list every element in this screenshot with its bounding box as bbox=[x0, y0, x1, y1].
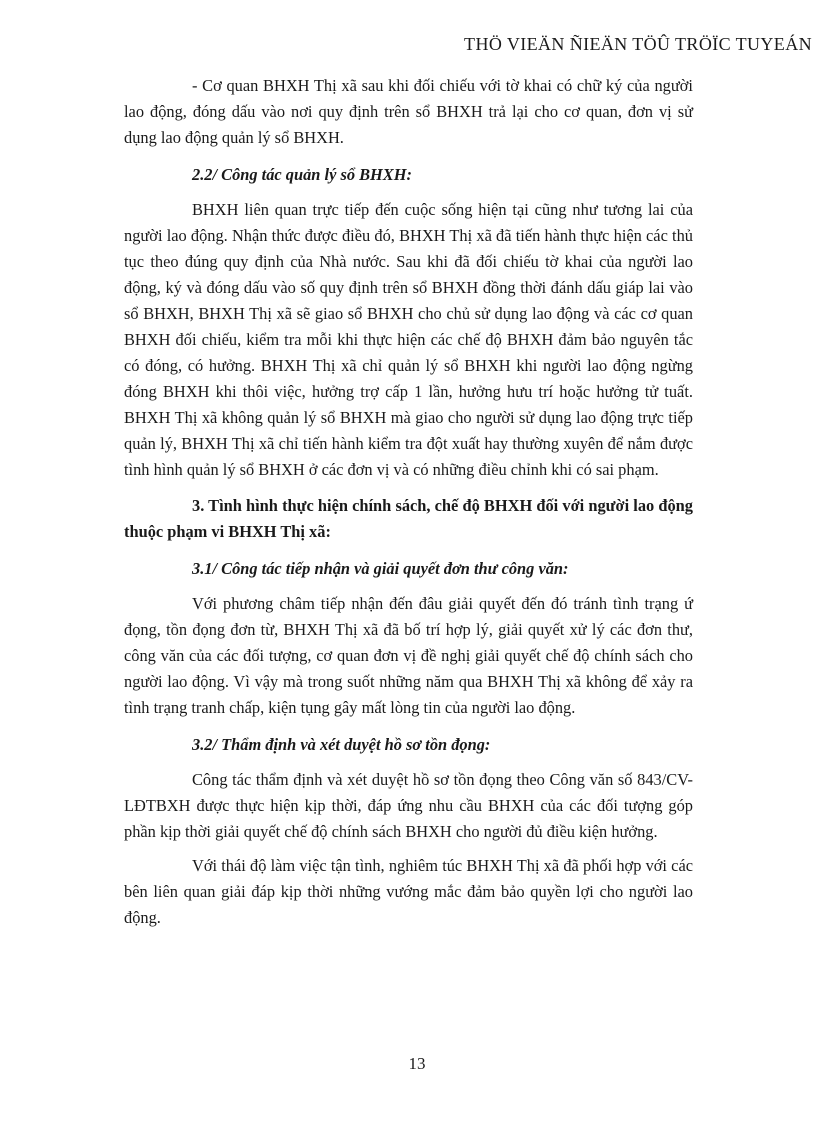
page-header: THÖ VIEÄN ÑIEÄN TÖÛ TRÖÏC TUYEÁN bbox=[464, 34, 812, 54]
heading-3-1: 3.1/ Công tác tiếp nhận và giải quyết đơn thư công văn: bbox=[192, 559, 569, 578]
paragraph-book-management: BHXH liên quan trực tiếp đến cuộc sống hiện tại cũng như tương lai của người lao động. Nhận thức được điều đó, BHXH Thị xã đã tiến hành thực hiện các thủ tục theo đúng quy định của Nhà nước. Sau khi đã đối chiếu tờ khai của người lao động, ký và đóng dấu vào số quy định trên sổ BHXH đồng thời đánh dấu giáp lai vào sổ BHXH, BHXH Thị xã sẽ giao sổ BHXH cho chủ sử dụng lao động và các cơ quan BHXH đối chiếu, kiểm tra mỗi khi thực hiện các chế độ BHXH đảm bảo nguyên tắc có đóng, có hưởng. BHXH Thị xã chỉ quản lý sổ BHXH khi người lao động ngừng đóng BHXH khi thôi việc, hưởng trợ cấp 1 lần, hưởng hưu trí hoặc hưởng tử tuất. BHXH Thị xã không quản lý sổ BHXH mà giao cho người sử dụng lao động trực tiếp quản lý, BHXH Thị xã chỉ tiến hành kiểm tra đột xuất hay thường xuyên để nắm được tình hình quản lý sổ BHXH ở các đơn vị và có những điều chỉnh khi có sai phạm. bbox=[124, 200, 693, 479]
paragraph-submission: - Cơ quan BHXH Thị xã sau khi đối chiếu với tờ khai có chữ ký của người lao động, đóng dấu vào nơi quy định trên sổ BHXH trả lại cho cơ quan, đơn vị sử dụng lao động quản lý sổ BHXH. bbox=[124, 76, 693, 147]
heading-2-2: 2.2/ Công tác quản lý sổ BHXH: bbox=[192, 165, 412, 184]
paragraph-correspondence: Với phương châm tiếp nhận đến đâu giải quyết đến đó tránh tình trạng ứ đọng, tồn đọng đơn từ, BHXH Thị xã đã bố trí hợp lý, giải quyết xử lý các đơn thư, công văn của các đối tượng, cơ quan đơn vị đề nghị giải quyết chế độ chính sách cho người lao động. Vì vậy mà trong suốt những năm qua BHXH Thị xã không để xảy ra tình trạng tranh chấp, kiện tụng gây mất lòng tin của người lao động. bbox=[124, 594, 693, 717]
heading-3: 3. Tình hình thực hiện chính sách, chế độ BHXH đối với người lao động thuộc phạm vi BHXH Thị xã: bbox=[124, 496, 693, 541]
document-body bbox=[124, 73, 693, 931]
heading-3-2: 3.2/ Thẩm định và xét duyệt hồ sơ tồn đọng: bbox=[192, 735, 491, 754]
paragraph-cooperation: Với thái độ làm việc tận tình, nghiêm túc BHXH Thị xã đã phối hợp với các bên liên quan giải đáp kịp thời những vướng mắc đảm bảo quyền lợi cho người lao động. bbox=[124, 856, 693, 927]
paragraph-appraisal: Công tác thẩm định và xét duyệt hồ sơ tồn đọng theo Công văn số 843/CV-LĐTBXH được thực hiện kịp thời, đáp ứng nhu cầu BHXH của các đối tượng góp phần kịp thời giải quyết chế độ chính sách BHXH cho người đủ điều kiện hưởng. bbox=[124, 770, 693, 841]
page-number: 13 bbox=[408, 1054, 426, 1073]
